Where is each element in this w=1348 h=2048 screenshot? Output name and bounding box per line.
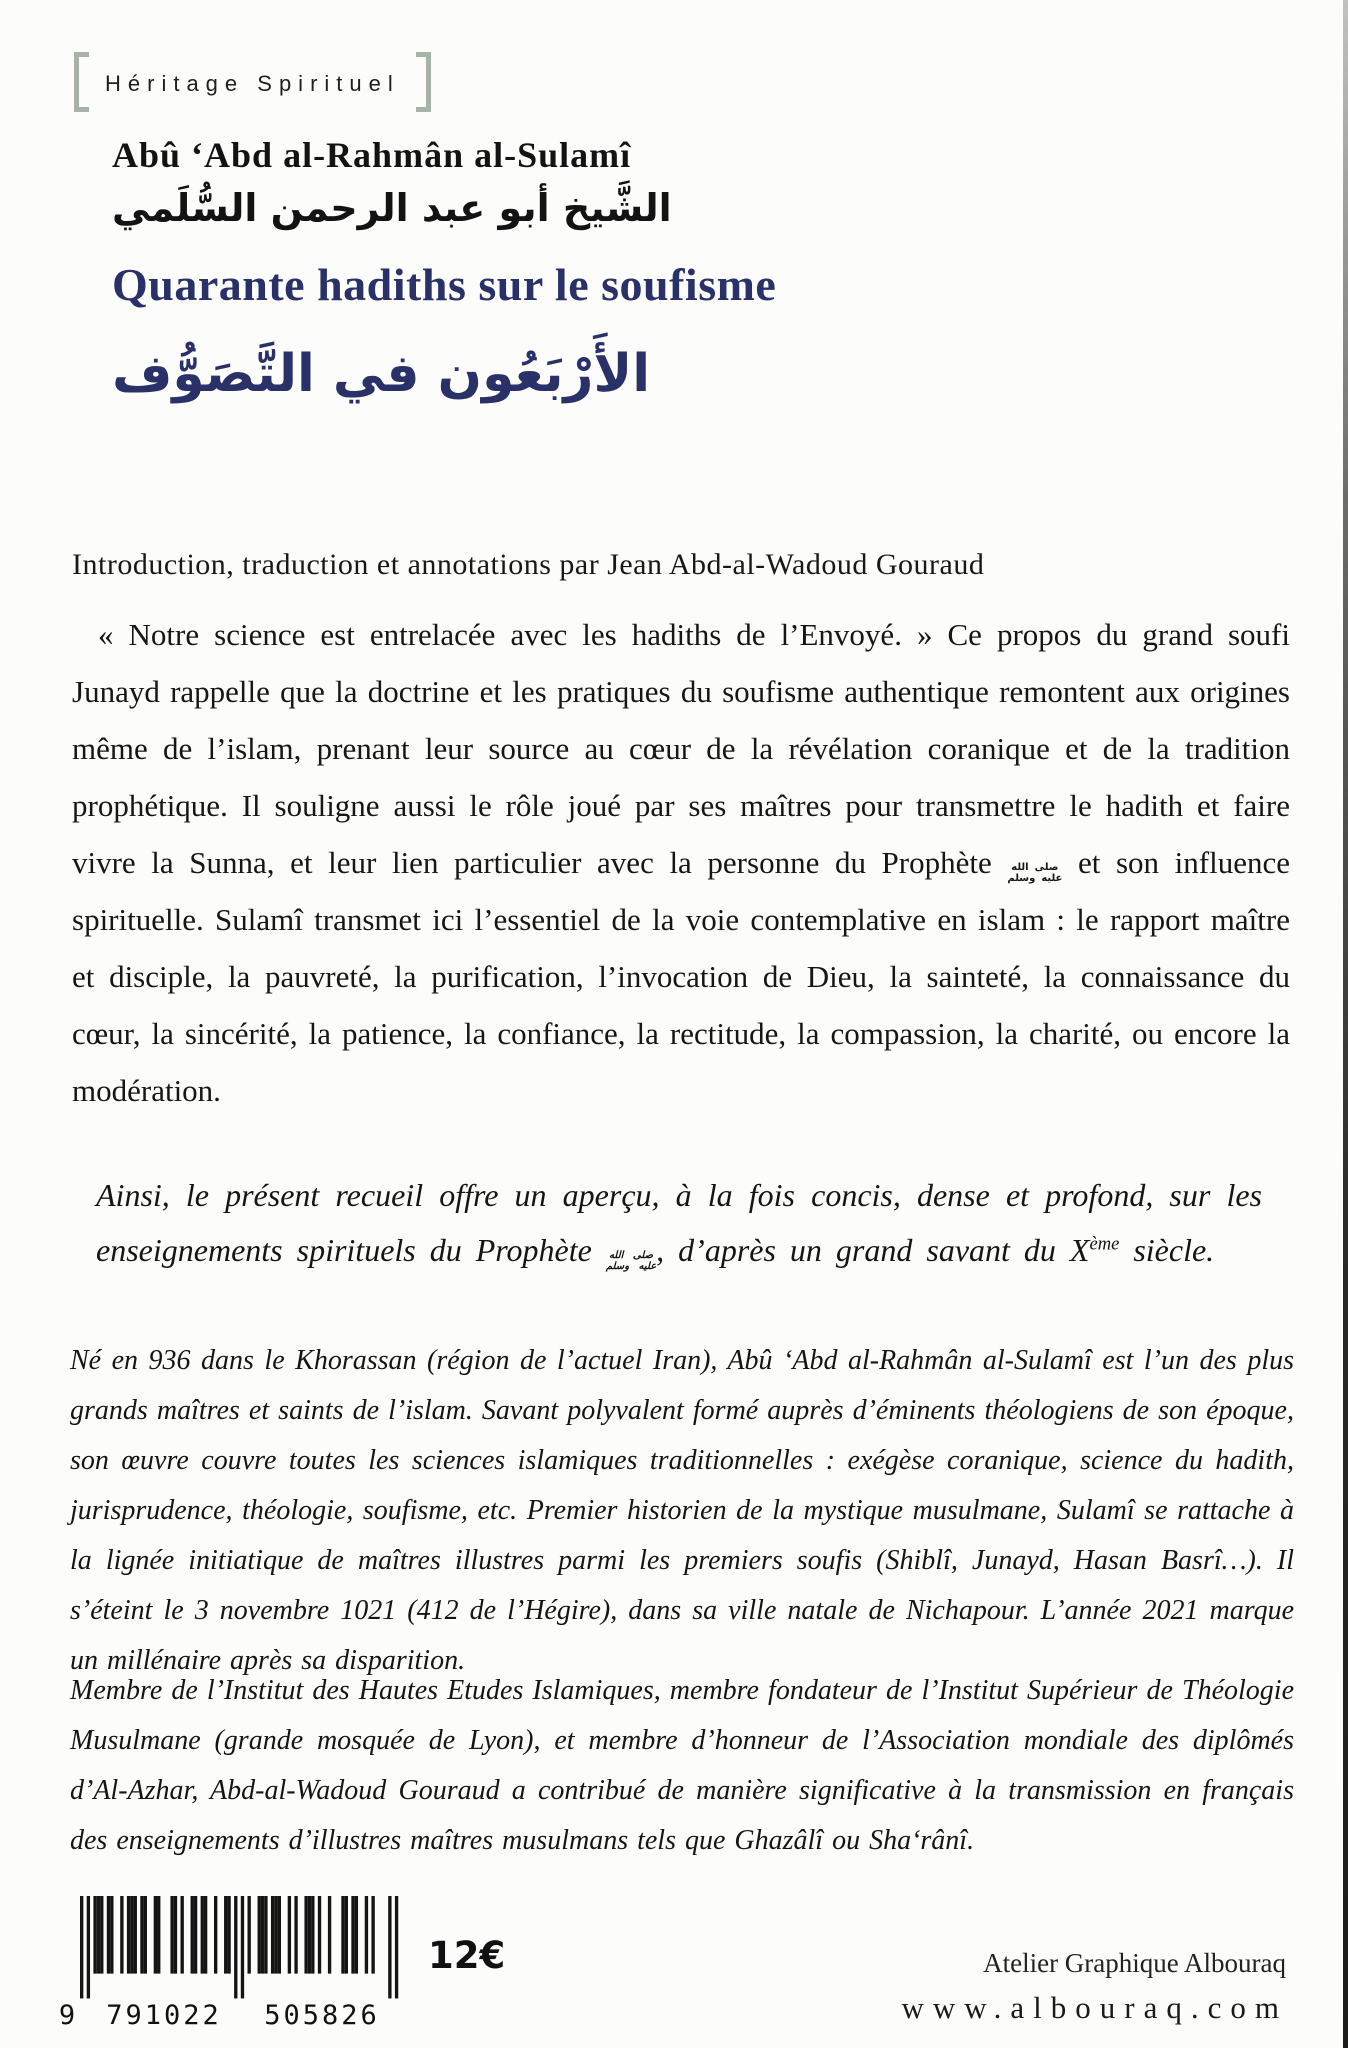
- ordinal-superscript: ème: [1089, 1233, 1120, 1255]
- barcode-bars: [56, 1896, 408, 2000]
- book-edge-line: [1343, 0, 1348, 2048]
- book-title-french: Quarante hadiths sur le soufisme: [112, 259, 777, 310]
- publisher-credit: Atelier Graphique Albouraq: [983, 1948, 1286, 1978]
- book-title-arabic: الأَرْبَعُون في التَّصَوُّف: [112, 344, 651, 404]
- publisher-website: www.albouraq.com: [901, 1990, 1288, 2025]
- barcode-digits-left: 791022: [106, 2000, 222, 2031]
- author-name-latin: Abû ‘Abd al-Rahmân al-Sulamî: [112, 135, 632, 175]
- collection-name: Héritage Spirituel: [105, 70, 400, 96]
- barcode-digits-right: 505826: [264, 2000, 380, 2031]
- blurb-part1: « Notre science est entrelacée avec les hadiths de l’Envoyé. » Ce propos du grand soufi Junayd rappelle que la doctrine et les pratiques du soufisme authentique remontent aux origines même de l’islam, prenant leur source au cœur de la révélation coranique et de la tradition prophétique. Il souligne aussi le rôle joué par ses maîtres pour transmettre le hadith et faire vivre la Sunna, et leur lien particulier avec la personne du Prophète: [72, 617, 1290, 880]
- collection-logo: [74, 52, 431, 112]
- summary-part3: siècle.: [1119, 1232, 1215, 1268]
- back-cover-blurb: [72, 606, 1290, 1119]
- blurb-part2: et son influence spirituelle. Sulamî transmet ici l’essentiel de la voie contemplative en islam : le rapport maître et disciple, la pauvreté, la purification, l’invocation de Dieu, la sainteté, la connaissance du cœur, la sincérité, la patience, la confiance, la rectitude, la compassion, la charité, ou encore la modération.: [72, 845, 1290, 1108]
- translator-credit-line: Introduction, traduction et annotations par Jean Abd-al-Wadoud Gouraud: [72, 548, 985, 581]
- summary-italic-paragraph: [96, 1168, 1262, 1278]
- translator-biography-paragraph: Membre de l’Institut des Hautes Etudes Islamiques, membre fondateur de l’Institut Supérieur de Théologie Musulmane (grande mosquée de Lyon), et membre d’honneur de l’Association mondiale des diplômés d’Al-Azhar, Abd-al-Wadoud Gouraud a contribué de manière significative à la transmission en français des enseignements d’illustres maîtres musulmans tels que Ghazâlî ou Sha‘rânî.: [70, 1675, 1294, 1856]
- ean13-barcode: [56, 1896, 408, 2036]
- author-name-arabic: الشَّيخ أبو عبد الرحمن السُّلَمي: [112, 186, 672, 230]
- author-biography-paragraph: Né en 936 dans le Khorassan (région de l’actuel Iran), Abû ‘Abd al-Rahmân al-Sulamî est l’un des plus grands maîtres et saints de l’islam. Savant polyvalent formé auprès d’éminents théologiens de son époque, son œuvre couvre toutes les sciences islamiques traditionnelles : exégèse coranique, science du hadith, jurisprudence, théologie, soufisme, etc. Premier historien de la mystique musulmane, Sulamî se rattache à la lignée initiatique de maîtres illustres parmi les premiers soufis (Shiblî, Junayd, Hasan Basrî…). Il s’éteint le 3 novembre 1021 (412 de l’Hégire), dans sa ville natale de Nichapour. L’année 2021 marque un millénaire après sa disparition.: [70, 1345, 1294, 1676]
- summary-part1: Ainsi, le présent recueil offre un aperçu, à la fois concis, dense et profond, sur les enseignements spirituels du Prophète: [96, 1177, 1262, 1268]
- sallallahu-alayhi-wasallam-icon: صلى الله عليه وسلم: [1007, 862, 1063, 884]
- left-bracket-icon: [74, 52, 89, 112]
- sallallahu-alayhi-wasallam-icon: صلى الله عليه وسلم: [605, 1250, 657, 1272]
- right-bracket-icon: [416, 52, 431, 112]
- price-label: 12€: [428, 1934, 506, 1977]
- summary-part2: , d’après un grand savant du X: [656, 1232, 1090, 1268]
- barcode-digit-first: 9: [58, 2000, 76, 2031]
